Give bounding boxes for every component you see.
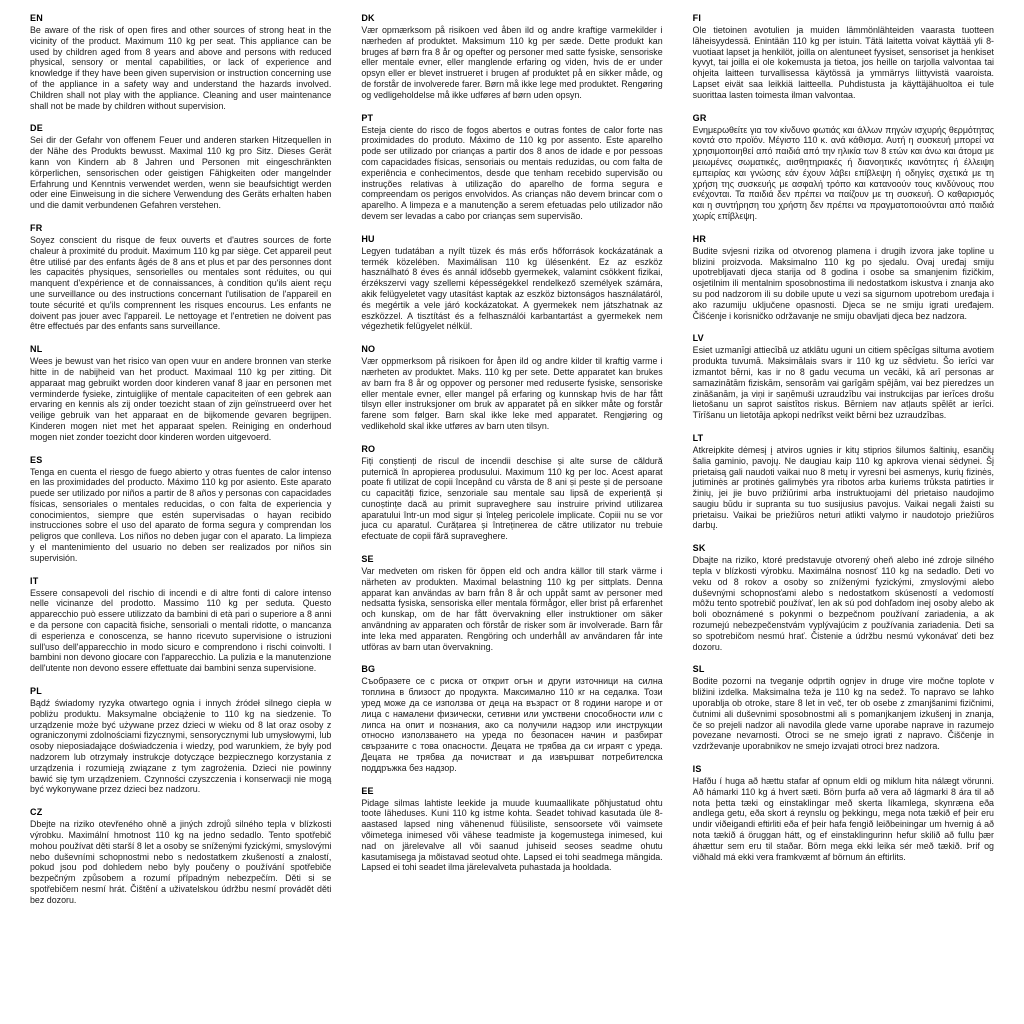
lang-block-lv	[693, 333, 994, 421]
lang-block-fr	[30, 223, 331, 332]
lang-block-dk	[361, 13, 662, 101]
lang-code-gr: GR	[692, 112, 707, 123]
lang-text-sl: Bodite pozorni na tveganje odprtih ognjev in druge vire močne toplote v bližini izdelka. Maksimalna teža je 110 kg na sedež. To napravo se lahko uporablja ob otroke, stare 8 let in več, ter ob osebe z zmanjšanimi fizičnimi, čutnimi ali duševnimi sposobnostmi ali s pomanjkanjem izkušenj in znanja, če so prejeli nadzor ali navodila glede varne uporabe naprave in razumejo povezane nevarnosti. Otroci se ne smejo igrati z napravo. Čiščenje in vzdrževanje uporabnikov ne smejo izvajati otroci brez nadzora.	[692, 676, 994, 752]
lang-text-dk: Vær opmærksom på risikoen ved åben ild og andre kraftige varmekilder i nærheden af produktet. Maksimum 110 kg per sæde. Dette produkt kan bruges af børn fra 8 år og opefter og personer med satte fysiske, sensoriske eller mentale evner, eller manglende erfaring og viden, hvis de er under opsyn eller er blevet instrueret i brugen af produktet på en sikker måde, og de forstår de involverede farer. Børn må ikke lege med produktet. Rengøring og vedligeholdelse må ikke udføres af børn uden opsyn.	[361, 25, 663, 100]
lang-block-nl	[30, 344, 331, 442]
lang-block-ee	[361, 786, 662, 874]
lang-text-bg: Съобразете се с риска от открит огън и други източници на силна топлина в близост до продукта. Максимално 110 кг на седалка. Този уред може да се използва от деца на възраст от 8 години нагоре и от лица с намалени физически, сетивни или умствени способности или с липса на опит и познания, ако са получили надзор или инструкции относно използването на уреда по безопасен начин и разбират свързаните с това опасности. Децата не трябва да си играят с уреда. Децата не трябва да почистват и да извършват потребителска поддръжка без надзор.	[361, 676, 663, 773]
lang-block-es	[30, 455, 331, 564]
lang-code-ro: RO	[361, 443, 376, 454]
lang-code-es: ES	[30, 454, 43, 465]
lang-text-pt: Esteja ciente do risco de fogos abertos e outras fontes de calor forte nas proximidades do produto. Máximo de 110 kg por assento. Este aparelho pode ser utilizado por crianças a partir dos 8 anos de idade e por pessoas com capacidades físicas, sensoriais ou mentais reduzidas, ou com falta de experiência e conhecimentos, desde que tenham recebido supervisão ou instruções relativas à utilização do aparelho de forma segura e compreendam os perigos envolvidos. As crianças não devem brincar com o aparelho. A limpeza e a manutenção a serem efetuadas pelo utilizador não devem ser levadas a cabo por crianças sem supervisão.	[361, 124, 663, 221]
lang-block-ro	[361, 444, 662, 542]
column-1	[30, 13, 331, 1014]
lang-block-hu	[361, 234, 662, 332]
lang-text-hu: Legyen tudatában a nyílt tüzek és más erős hőforrások kockázatának a termék közelében. Maximálisan 110 kg ülésenként. Ez az eszköz használható 8 éves és annál idősebb gyermekek, valamint csökkent fizikai, érzékszervi vagy szellemi képességekkel rendelkező személyek számára, akik felügyeletet vagy utasítást kaptak az eszköz biztonságos használatáról, és megértik a vele járó kockázatokat. A gyermekek nem játszhatnak az eszközzel. A tisztítást és a felhasználói karbantartást a gyermekek nem végezhetik felügyelet nélkül.	[361, 245, 663, 332]
lang-text-ro: Fiți conștienți de riscul de incendii deschise și alte surse de căldură puternică în apropierea produsului. Maximum 110 kg per loc. Acest aparat poate fi utilizat de copii începând cu vârsta de 8 ani și peste și de persoane cu capacități fizice, senzoriale sau mentale sau lipsă de experiență și cunoștințe dacă au primit supraveghere sau instruire privind utilizarea aparatului într-un mod sigur și înțeleg pericolele implicate. Copiii nu se vor juca cu aparatul. Curățarea și întreținerea de către utilizator nu trebuie efectuate de copii fără supraveghere.	[361, 455, 663, 542]
lang-code-pt: PT	[361, 112, 374, 123]
lang-code-de: DE	[30, 123, 43, 134]
lang-text-gr: Ενημερωθείτε για τον κίνδυνο φωτιάς και άλλων πηγών ισχυρής θερμότητας κοντά στο προϊόν. Μέγιστο 110 κ. ανά κάθισμα. Αυτή η συσκευή μπορεί να χρησιμοποιηθεί από παιδιά από την ηλικία των 8 ετών και άνω και άτομα με μειωμένες σωματικές, αισθητηριακές ή διανοητικές ικανότητες ή έλλειψη εμπειρίας και γνώσης εάν έχουν λάβει επίβλεψη ή οδηγίες σχετικά με τη χρήση της συσκευής με ασφαλή τρόπο και κατανοούν τους κινδύνους που ενέχονται. Τα παιδιά δεν πρέπει να παίζουν με τη συσκευή. Ο καθαρισμός και η συντήρηση του χρήστη δεν πρέπει να πραγματοποιούνται από παιδιά χωρίς επίβλεψη.	[692, 124, 994, 221]
lang-code-nl: NL	[30, 344, 43, 355]
lang-code-it: IT	[30, 575, 39, 586]
lang-block-cz	[30, 807, 331, 905]
lang-block-sk	[693, 543, 994, 652]
lang-block-sl	[693, 664, 994, 752]
column-2	[361, 13, 662, 1014]
lang-text-lv: Esiet uzmanīgi attiecībā uz atklātu uguni un citiem spēcīgas siltuma avotiem produkta tuvumā. Maksimālais svars ir 110 kg uz sēdvietu. Šo ierīci var izmantot bērni, kas ir no 8 gadu vecuma un vecāki, kā arī personas ar samazinātām fiziskām, sensorām vai garīgām spējām, vai bez pieredzes un zināšanām, ja viņi ir saņēmuši uzraudzību vai instrukcijas par ierīces drošu lietošanu un saprot saistītos riskus. Bērniem nav atļauts spēlēt ar ierīci. Tīrīšanu un lietotāja apkopi nedrīkst veikt bērni bez uzraudzības.	[692, 345, 994, 421]
lang-code-fi: FI	[692, 13, 702, 23]
lang-block-en	[30, 13, 331, 111]
lang-text-en: Be aware of the risk of open fires and other sources of strong heat in the vicinity of the product. Maximum 110 kg per seat. This appliance can be used by children aged from 8 years and above and persons with reduced physical, sensory or mental capabilities, or lack of experience and knowledge if they have been given supervision or instruction concerning use of the appliance in a safety way and understand the hazards involved. Children shall not play with the appliance. Cleaning and user maintenance shall not be made by children without supervision.	[30, 25, 332, 111]
lang-code-sk: SK	[692, 543, 706, 554]
lang-code-cz: CZ	[30, 807, 43, 818]
lang-text-it: Essere consapevoli del rischio di incendi e di altre fonti di calore intenso nelle vicinanze del prodotto. Massimo 110 kg per seduta. Questo apparecchio può essere utilizzato da bambini di età pari o superiore a 8 anni e da persone con capacità fisiche, sensoriali o mentali ridotte, o mancanza di esperienza e conoscenza, se hanno ricevuto supervisione o istruzioni sull'uso dell'apparecchio in modo sicuro e comprendono i rischi coinvolti. I bambini non devono giocare con l'apparecchio. La pulizia e la manutenzione dell'utente non devono essere effettuate dai bambini senza supervisione.	[30, 587, 332, 674]
lang-text-de: Sei dir der Gefahr von offenem Feuer und anderen starken Hitzequellen in der Nähe des Produkts bewusst. Maximal 110 kg pro Sitz. Dieses Gerät kann von Kindern ab 8 Jahren und Personen mit eingeschränkten körperlichen, sensorischen oder geistigen Fähigkeiten oder mangelnder Erfahrung und Kenntnis verwendet werden, wenn sie beaufsichtigt werden oder eine Einweisung in die sichere Verwendung des Geräts erhalten haben und die damit verbundenen Gefahren verstehen.	[30, 135, 332, 211]
lang-text-es: Tenga en cuenta el riesgo de fuego abierto y otras fuentes de calor intenso en las proximidades del producto. Máximo 110 kg por asiento. Este aparato puede ser utilizado por niños a partir de 8 años y personas con capacidades físicas, sensoriales o mentales reducidas, o con falta de experiencia y conocimientos, siempre que estén supervisadas o hayan recibido instrucciones sobre el uso del aparato de forma segura y comprendan los peligros que conlleva. Los niños no deben jugar con el aparato. La limpieza y el mantenimiento del usuario no deben ser realizados por niños sin supervisión.	[30, 466, 332, 563]
lang-code-lt: LT	[692, 432, 704, 443]
lang-code-bg: BG	[361, 664, 376, 675]
lang-code-no: NO	[361, 344, 376, 355]
lang-code-en: EN	[30, 13, 43, 23]
lang-text-is: Hafðu í huga að hættu stafar af opnum eldi og miklum hita nálægt vörunni. Að hámarki 110 kg á hvert sæti. Börn þurfa að vera að lágmarki 8 ára til að nota þetta tæki og einstaklingar með skerta líkamlega, skynræna eða andlega getu, eða skort á reynslu og þekkingu, mega nota tækið ef þeir eru undir viðeigandi eftirliti eða ef þeir hafa fengið leiðbeiningar um hvernig á að nota tækið á öruggan hátt, og ef einstaklingurinn hefur skilið að fullu þær áhættur sem eru til staðar. Börn mega ekki leika sér með tækið. Þrif og viðhald má ekki vera framkvæmt af börnum án eftirlits.	[692, 776, 994, 862]
lang-block-de	[30, 123, 331, 211]
lang-text-lt: Atkreipkite dėmesį į atviros ugnies ir kitų stiprios šilumos šaltinių, esančių šalia gaminio, pavojų. Ne daugiau kaip 110 kg apkrova vienai sėdynei. Šį prietaisą gali naudoti vaikai nuo 8 metų ir vyresni bei asmenys, kurių fizinės, jutiminės ar protinės galimybės yra ribotos arba kuriems trūksta patirties ir žinių, jei jie buvo prižiūrimi arba instruktuojami dėl prietaiso naudojimo saugiu būdu ir supranta su tuo susijusius pavojus. Vaikai negali žaisti su prietaisu. Vaikai be priežiūros neturi atlikti valymo ir naudotojo priežiūros darbų.	[692, 444, 994, 531]
lang-code-fr: FR	[30, 222, 43, 233]
lang-code-hr: HR	[692, 233, 707, 244]
column-3	[693, 13, 994, 1014]
lang-text-cz: Dbejte na riziko otevřeného ohně a jiných zdrojů silného tepla v blízkosti výrobku. Maximální hmotnost 110 kg na jedno sedadlo. Tento spotřebič mohou používat děti starší 8 let a osoby se sníženými fyzickými, smyslovými nebo duševními schopnostmi nebo s nedostatkem zkušeností a znalostí, pokud jsou pod dohledem nebo byly poučeny o používání spotřebiče bezpečným způsobem a rozumí případným nebezpečím. Děti si se spotřebičem nesmí hrát. Čištění a uživatelskou údržbu nesmí provádět děti bez dozoru.	[30, 819, 332, 905]
lang-text-fr: Soyez conscient du risque de feux ouverts et d'autres sources de forte chaleur à proximité du produit. Maximum 110 kg par siège. Cet appareil peut être utilisé par des enfants âgés de 8 ans et plus et par des personnes dont les capacités physiques, sensorielles ou mentales sont réduites, ou qui manquent d'expérience et de connaissances, à condition qu'ils aient reçu une surveillance ou des instructions concernant l'utilisation de l'appareil en toute sécurité et qu'ils comprennent les risques encourus. Les enfants ne doivent pas jouer avec l'appareil. Le nettoyage et l'entretien ne doivent pas être effectués par des enfants sans surveillance.	[30, 234, 332, 332]
lang-text-se: Var medveten om risken för öppen eld och andra källor till stark värme i närheten av produkten. Maximal belastning 110 kg per sittplats. Denna apparat kan användas av barn från 8 år och uppåt samt av personer med nedsatta fysiska, sensoriska eller mentala förmågor, eller brist på erfarenhet och kunskap, om de har fått övervakning eller instruktioner om säker användning av apparaten och förstår de risker som är involverade. Barn får inte leka med apparaten. Rengöring och underhåll av användaren får inte utföras av barn utan övervakning.	[361, 566, 663, 652]
lang-text-sk: Dbajte na riziko, ktoré predstavuje otvorený oheň alebo iné zdroje silného tepla v blízkosti výrobku. Maximálna nosnosť 110 kg na sedadlo. Deti vo veku od 8 rokov a osoby so zníženými fyzickými, zmyslovými alebo duševnými schopnosťami alebo s nedostatkom skúseností a vedomostí môžu tento spotrebič používať, len ak sú pod dohľadom inej osoby alebo ak boli oboznámené s pokynmi o bezpečnom používaní zariadenia, a ak rozumejú nebezpečenstvám vyplývajúcim z používania zariadenia. Deti sa so spotrebičom nesmú hrať. Čistenie a údržbu nesmú vykonávať deti bez dozoru.	[692, 555, 994, 652]
lang-code-is: IS	[692, 764, 702, 775]
lang-block-bg	[361, 664, 662, 773]
lang-text-no: Vær oppmerksom på risikoen for åpen ild og andre kilder til kraftig varme i nærheten av produktet. Maks. 110 kg per sete. Dette apparatet kan brukes av barn fra 8 år og oppover og personer med reduserte fysiske, sensoriske eller mentale evner, eller mangel på erfaring og kunnskap hvis de har fått tilsyn eller instruksjoner om bruk av apparatet på en sikker måte og forstår farene som følger. Barn skal ikke leke med apparatet. Rengjøring og vedlikehold skal ikke utføres av barn uten tilsyn.	[361, 356, 663, 431]
lang-block-hr	[693, 234, 994, 322]
lang-block-is	[693, 764, 994, 862]
lang-text-ee: Pidage silmas lahtiste leekide ja muude kuumaallikate põhjustatud ohtu toote läheduses. Kuni 110 kg istme kohta. Seadet tohivad kasutada üle 8-aastased lapsed ning vähenenud füüsiliste, sensoorsete või vaimsete võimetega inimesed või vähese teadmiste ja kogemustega inimesed, kui nad on järelevalve all või saanud juhiseid seoses seadme ohutu kasutamisega ja mõistavad seotud ohte. Lapsed ei tohi seadmega mängida. Lapsed ei tohi seadet ilma järelevalveta puhastada ja hooldada.	[361, 797, 663, 873]
lang-code-hu: HU	[361, 233, 375, 244]
lang-text-fi: Ole tietoinen avotulien ja muiden lämmönlähteiden vaarasta tuotteen läheisyydessä. Enintään 110 kg per istuin. Tätä laitetta voivat käyttää yli 8-vuotiaat lapset ja henkilöt, joilla on alentuneet fyysiset, sensoriset ja henkiset kyvyt, tai joilla ei ole kokemusta ja tietoa, jos heille on tarjolla valvontaa tai ohjeita laitteen turvallisessa käytössä ja ymmärrys liittyvistä vaaroista. Lapset eivät saa leikkiä laitteella. Puhdistusta ja käyttäjähuoltoa ei tule suorittaa lasten toimesta ilman valvontaa.	[692, 25, 994, 100]
lang-block-pt	[361, 113, 662, 222]
lang-code-se: SE	[361, 554, 374, 565]
lang-block-fi	[693, 13, 994, 101]
lang-code-dk: DK	[361, 13, 375, 23]
lang-code-sl: SL	[692, 664, 705, 675]
lang-block-it	[30, 576, 331, 674]
lang-block-no	[361, 344, 662, 432]
lang-block-lt	[693, 433, 994, 531]
lang-text-hr: Budite svjesni rizika od otvorenog plamena i drugih izvora jake topline u blizini proizvoda. Maksimalno 110 kg po sjedalu. Ovaj uređaj smiju upotrebljavati djeca starija od 8 godina i osobe sa smanjenim fizičkim, osjetilnim ili mentalnim sposobnostima ili nedostatkom iskustva i znanja ako su pod nadzorom ili su dobile upute u vezi sa sigurnom upotrebom uređaja i ako razumiju uključene opasnosti. Djeca se ne smiju igrati uređajem. Čišćenje i korisničko održavanje ne smiju obavljati djeca bez nadzora.	[692, 245, 994, 321]
lang-code-lv: LV	[692, 333, 704, 344]
lang-block-gr	[693, 113, 994, 222]
lang-code-ee: EE	[361, 785, 374, 796]
lang-block-pl	[30, 686, 331, 795]
lang-text-pl: Bądź świadomy ryzyka otwartego ognia i innych źródeł silnego ciepła w pobliżu produktu. Maksymalne obciążenie to 110 kg na siedzenie. To urządzenie może być używane przez dzieci w wieku od 8 lat oraz osoby z ograniczonymi zdolnościami fizycznymi, sensorycznymi lub umysłowymi, lub osoby nieposiadające doświadczenia i wiedzy, pod warunkiem, że były pod nadzorem lub otrzymały instrukcje dotyczące bezpiecznego korzystania z urządzenia i rozumieją związane z tym zagrożenia. Dzieci nie powinny bawić się tym urządzeniem. Czynności czyszczenia i konserwacji nie mogą być wykonywane przez dzieci bez nadzoru.	[30, 698, 332, 795]
lang-text-nl: Wees je bewust van het risico van open vuur en andere bronnen van sterke hitte in de nabijheid van het product. Maximaal 110 kg per zitting. Dit apparaat mag gebruikt worden door kinderen vanaf 8 jaar en personen met verminderde fysieke, zintuiglijke of mentale capaciteiten of een gebrek aan ervaring en kennis als zij onder toezicht staan of zijn geïnstrueerd over het veilige gebruik van het apparaat en de bijkomende gevaren begrijpen. Kinderen mogen niet met het apparaat spelen. Reiniging en onderhoud mogen niet zonder toezicht door kinderen worden uitgevoerd.	[30, 356, 332, 442]
lang-block-se	[361, 554, 662, 652]
lang-code-pl: PL	[30, 686, 42, 697]
